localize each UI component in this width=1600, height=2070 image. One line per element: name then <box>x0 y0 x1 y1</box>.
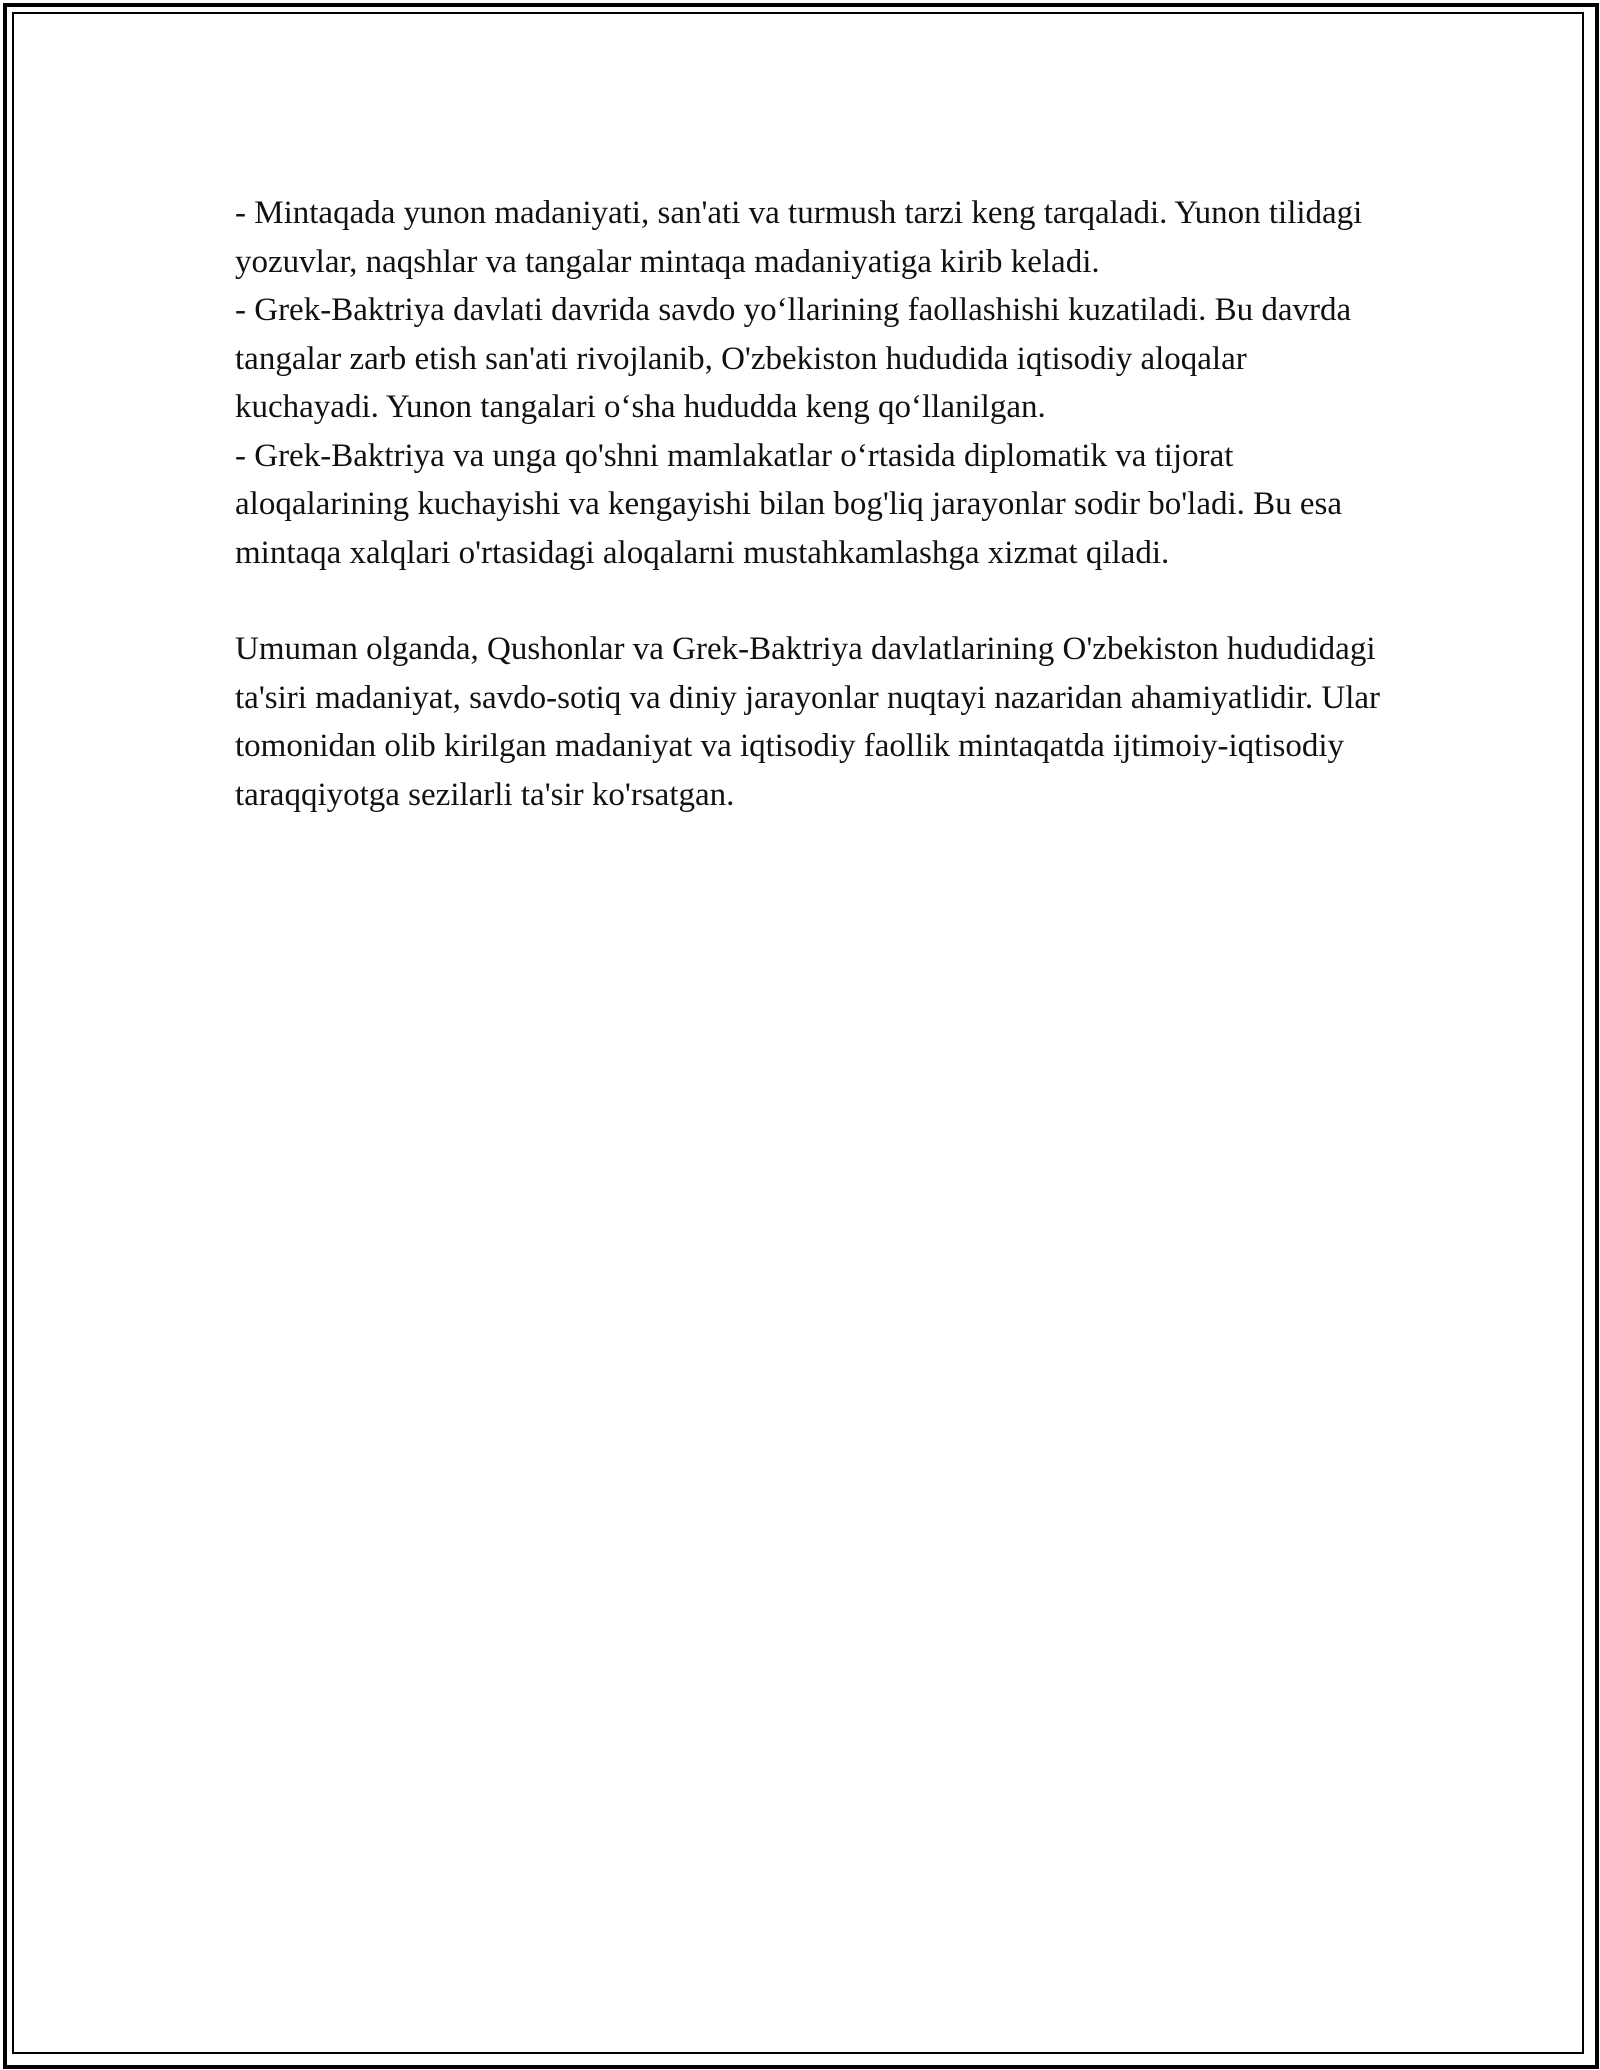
document-body <box>235 189 1385 819</box>
bullet-paragraph: - Mintaqada yunon madaniyati, san'ati va turmush tarzi keng tarqaladi. Yunon tilidagi yozuvlar, naqshlar va tangalar mintaqa madaniyatiga kirib keladi. <box>235 195 1363 280</box>
bullet-paragraph: - Grek-Baktriya va unga qo'shni mamlakatlar o‘rtasida diplomatik va tijorat aloqalarining kuchayishi va kengayishi bilan bog'liq jarayonlar sodir bo'ladi. Bu esa mintaqa xalqlari o'rtasidagi aloqalarni mustahkamlashga xizmat qiladi. <box>235 437 1343 571</box>
bullet-paragraph: - Grek-Baktriya davlati davrida savdo yo‘llarining faollashishi kuzatiladi. Bu davrda tangalar zarb etish san'ati rivojlanib, O'zbekiston hududida iqtisodiy aloqalar kuchayadi. Yunon tangalari o‘sha hududda keng qo‘llanilgan. <box>235 292 1352 425</box>
conclusion-paragraph: Umuman olganda, Qushonlar va Grek-Baktriya davlatlarining O'zbekiston hududidagi ta'siri madaniyat, savdo-sotiq va diniy jarayonlar nuqtayi nazaridan ahamiyatlidir. Ular tomonidan olib kirilgan madaniyat va iqtisodiy faollik mintaqatda ijtimoiy-iqtisodiy taraqqiyotga sezilarli ta'sir ko'rsatgan. <box>235 631 1381 813</box>
